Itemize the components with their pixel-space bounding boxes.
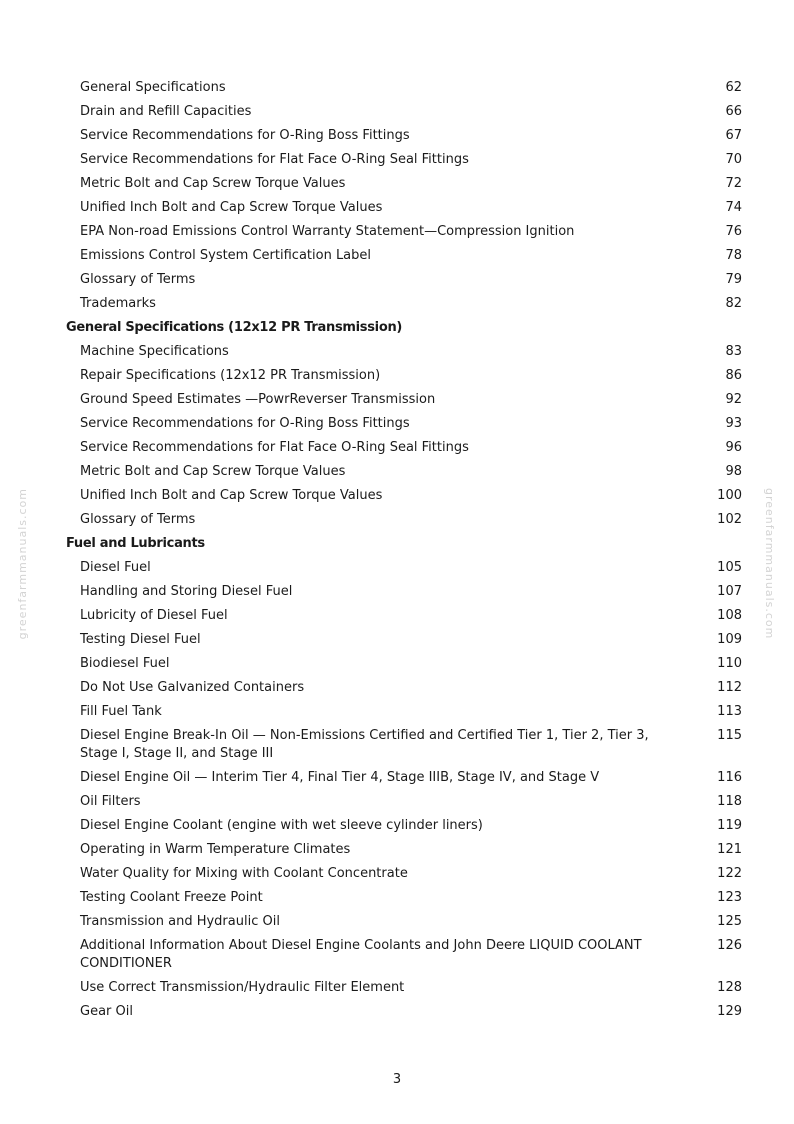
toc-entry[interactable] — [66, 886, 742, 910]
toc-page-number: 116 — [717, 770, 742, 785]
toc-page-number: 118 — [717, 794, 742, 809]
toc-entry[interactable] — [66, 976, 742, 1000]
toc-entry[interactable] — [66, 934, 742, 976]
toc-page-number: 62 — [725, 80, 742, 95]
toc-entry[interactable] — [66, 676, 742, 700]
toc-entry[interactable] — [66, 910, 742, 934]
toc-entry[interactable] — [66, 790, 742, 814]
toc-page-number: 105 — [717, 560, 742, 575]
toc-entry[interactable] — [66, 1000, 742, 1024]
toc-entry[interactable] — [66, 862, 742, 886]
toc-section-heading — [66, 316, 742, 340]
toc-entry-title: Use Correct Transmission/Hydraulic Filter Element — [80, 980, 405, 995]
toc-entry-title: Ground Speed Estimates —PowrReverser Transmission — [80, 392, 436, 407]
toc-entry-title: General Specifications — [80, 80, 226, 95]
toc-entry[interactable] — [66, 580, 742, 604]
toc-entry[interactable] — [66, 508, 742, 532]
toc-entry-title: Handling and Storing Diesel Fuel — [80, 584, 293, 599]
toc-page-number: 122 — [717, 866, 742, 881]
toc-entry-title: Unified Inch Bolt and Cap Screw Torque Values — [80, 488, 383, 503]
toc-entry[interactable] — [66, 436, 742, 460]
toc-entry-title: Diesel Engine Break-In Oil — Non-Emissions Certified and Certified Tier 1, Tier 2, Tier 3, Stage I, Stage II, and Stage III — [80, 728, 649, 761]
toc-entry-title: Service Recommendations for O-Ring Boss Fittings — [80, 416, 410, 431]
toc-entry-title: Service Recommendations for Flat Face O-Ring Seal Fittings — [80, 152, 469, 167]
toc-entry[interactable] — [66, 412, 742, 436]
toc-section-title: General Specifications (12x12 PR Transmission) — [66, 320, 403, 335]
toc-page-number: 78 — [725, 248, 742, 263]
toc-entry-title: Glossary of Terms — [80, 512, 196, 527]
toc-page-number: 67 — [725, 128, 742, 143]
toc-entry-title: Oil Filters — [80, 794, 141, 809]
toc-entry-title: Water Quality for Mixing with Coolant Concentrate — [80, 866, 408, 881]
toc-entry-title: Repair Specifications (12x12 PR Transmission) — [80, 368, 381, 383]
toc-entry[interactable] — [66, 292, 742, 316]
toc-entry-title: Diesel Fuel — [80, 560, 151, 575]
toc-entry[interactable] — [66, 700, 742, 724]
toc-page-number: 72 — [725, 176, 742, 191]
toc-entry[interactable] — [66, 196, 742, 220]
toc-entry-title: Fill Fuel Tank — [80, 704, 162, 719]
toc-entry[interactable] — [66, 100, 742, 124]
toc-entry[interactable] — [66, 652, 742, 676]
toc-entry[interactable] — [66, 220, 742, 244]
toc-entry[interactable] — [66, 556, 742, 580]
toc-entry-title: Diesel Engine Oil — Interim Tier 4, Final Tier 4, Stage IIIB, Stage IV, and Stage V — [80, 770, 600, 785]
toc-page-number: 102 — [717, 512, 742, 527]
toc-entry[interactable] — [66, 814, 742, 838]
toc-entry-title: Glossary of Terms — [80, 272, 196, 287]
toc-entry[interactable] — [66, 628, 742, 652]
toc-entry-title: Emissions Control System Certification Label — [80, 248, 372, 263]
toc-page-number: 96 — [725, 440, 742, 455]
toc-entry-title: Metric Bolt and Cap Screw Torque Values — [80, 464, 346, 479]
toc-entry[interactable] — [66, 148, 742, 172]
toc-entry-title: Drain and Refill Capacities — [80, 104, 252, 119]
toc-page-number: 126 — [717, 938, 742, 953]
toc-entry-title: Unified Inch Bolt and Cap Screw Torque Values — [80, 200, 383, 215]
toc-entry-title: Testing Diesel Fuel — [80, 632, 201, 647]
toc-page-number: 112 — [717, 680, 742, 695]
toc-entry[interactable] — [66, 604, 742, 628]
toc-entry-title: Do Not Use Galvanized Containers — [80, 680, 305, 695]
toc-entry[interactable] — [66, 76, 742, 100]
toc-section-heading — [66, 532, 742, 556]
toc-page-number: 108 — [717, 608, 742, 623]
toc-entry[interactable] — [66, 838, 742, 862]
toc-page-number: 129 — [717, 1004, 742, 1019]
watermark-right: greenfarmmanuals.com — [763, 488, 776, 640]
toc-entry[interactable] — [66, 388, 742, 412]
toc-entry[interactable] — [66, 340, 742, 364]
toc-entry-title: Testing Coolant Freeze Point — [80, 890, 263, 905]
toc-page-number: 93 — [725, 416, 742, 431]
toc-entry[interactable] — [66, 268, 742, 292]
toc-entry[interactable] — [66, 484, 742, 508]
toc-entry-title: Gear Oil — [80, 1004, 133, 1019]
toc-page-number: 74 — [725, 200, 742, 215]
toc-entry-title: Additional Information About Diesel Engine Coolants and John Deere LIQUID COOLANT CONDITIONER — [80, 938, 642, 971]
toc-entry-title: Diesel Engine Coolant (engine with wet sleeve cylinder liners) — [80, 818, 483, 833]
toc-page-number: 79 — [725, 272, 742, 287]
toc-page-number: 100 — [717, 488, 742, 503]
toc-section-title: Fuel and Lubricants — [66, 536, 205, 551]
toc-entry-title: EPA Non-road Emissions Control Warranty Statement—Compression Ignition — [80, 224, 575, 239]
toc-entry-title: Metric Bolt and Cap Screw Torque Values — [80, 176, 346, 191]
toc-page-number: 119 — [717, 818, 742, 833]
toc-page-number: 83 — [725, 344, 742, 359]
toc-page-number: 92 — [725, 392, 742, 407]
toc-entry[interactable] — [66, 244, 742, 268]
toc-page-number: 107 — [717, 584, 742, 599]
toc-page-number: 66 — [725, 104, 742, 119]
toc-entry[interactable] — [66, 172, 742, 196]
toc-page-number: 86 — [725, 368, 742, 383]
toc-entry[interactable] — [66, 124, 742, 148]
toc-entry[interactable] — [66, 364, 742, 388]
toc-entry-title: Machine Specifications — [80, 344, 229, 359]
toc-entry-title: Operating in Warm Temperature Climates — [80, 842, 351, 857]
toc-page-number: 98 — [725, 464, 742, 479]
toc-entry[interactable] — [66, 766, 742, 790]
watermark-left: greenfarmmanuals.com — [16, 488, 29, 640]
table-of-contents — [66, 76, 742, 1024]
toc-page-number: 109 — [717, 632, 742, 647]
toc-entry-title: Service Recommendations for Flat Face O-Ring Seal Fittings — [80, 440, 469, 455]
toc-page-number: 110 — [717, 656, 742, 671]
toc-page-number: 82 — [725, 296, 742, 311]
toc-entry-title: Biodiesel Fuel — [80, 656, 170, 671]
toc-entry-title: Transmission and Hydraulic Oil — [80, 914, 280, 929]
toc-entry[interactable] — [66, 724, 742, 766]
page-number: 3 — [392, 1072, 402, 1087]
toc-entry[interactable] — [66, 460, 742, 484]
toc-entry-title: Trademarks — [80, 296, 156, 311]
toc-page-number: 123 — [717, 890, 742, 905]
toc-page-number: 125 — [717, 914, 742, 929]
toc-page-number: 113 — [717, 704, 742, 719]
toc-entry-title: Lubricity of Diesel Fuel — [80, 608, 228, 623]
toc-page-number: 121 — [717, 842, 742, 857]
toc-page-number: 128 — [717, 980, 742, 995]
toc-entry-title: Service Recommendations for O-Ring Boss Fittings — [80, 128, 410, 143]
toc-page-number: 115 — [717, 728, 742, 743]
toc-page-number: 76 — [725, 224, 742, 239]
toc-page-number: 70 — [725, 152, 742, 167]
